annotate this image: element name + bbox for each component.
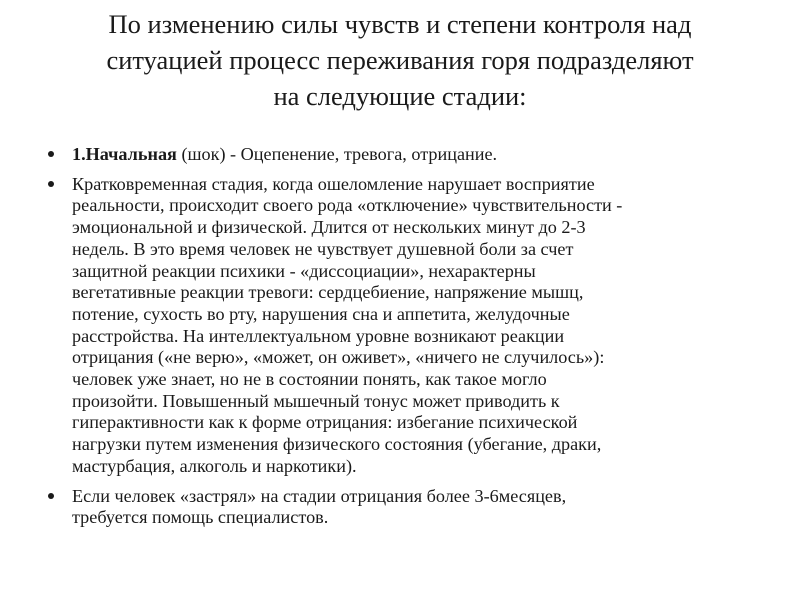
text-line: Если человек «застрял» на стадии отрицания более 3-6месяцев, bbox=[72, 485, 567, 506]
stage-name: 1.Начальная bbox=[72, 144, 177, 164]
text-line: защитной реакции психики - «диссоциации», нехарактерны bbox=[72, 260, 536, 281]
text-line: реальности, происходит своего рода «отключение» чувствительности - bbox=[72, 195, 623, 216]
bullet-item-initial-stage bbox=[46, 144, 756, 166]
text-line: требуется помощь специалистов. bbox=[72, 507, 329, 528]
bullet-dot-icon bbox=[48, 151, 54, 157]
bullet-text bbox=[72, 144, 756, 166]
text-line: гиперактивности как к форме отрицания: избегание психической bbox=[72, 412, 578, 433]
bullet-list bbox=[46, 144, 756, 537]
slide-title bbox=[30, 6, 770, 114]
text-line: отрицания («не верю», «может, он оживет», «ничего не случилось»): bbox=[72, 347, 605, 368]
title-line: ситуацией процесс переживания горя подразделяют bbox=[106, 45, 694, 75]
text-line: эмоциональной и физической. Длится от нескольких минут до 2-3 bbox=[72, 217, 586, 238]
text-line: вегетативные реакции тревоги: сердцебиение, напряжение мышц, bbox=[72, 282, 584, 303]
text-line: нагрузки путем изменения физического состояния (убегание, драки, bbox=[72, 434, 602, 455]
text-line: расстройства. На интеллектуальном уровне возникают реакции bbox=[72, 325, 565, 346]
text-line: произойти. Повышенный мышечный тонус может приводить к bbox=[72, 390, 560, 411]
title-line: По изменению силы чувств и степени контроля над bbox=[108, 9, 692, 39]
bullet-dot-icon bbox=[48, 181, 54, 187]
text-line: потение, сухость во рту, нарушения сна и аппетита, желудочные bbox=[72, 303, 570, 324]
title-line: на следующие стадии: bbox=[273, 81, 527, 111]
bullet-item-description bbox=[46, 174, 756, 478]
text-line: Кратковременная стадия, когда ошеломление нарушает восприятие bbox=[72, 173, 595, 194]
stage-description: (шок) - Оцепенение, тревога, отрицание. bbox=[176, 144, 498, 164]
bullet-item-specialist-help bbox=[46, 486, 756, 529]
bullet-dot-icon bbox=[48, 493, 54, 499]
text-line: недель. В это время человек не чувствует душевной боли за счет bbox=[72, 238, 574, 259]
text-line: человек уже знает, но не в состоянии понять, как такое могло bbox=[72, 369, 547, 390]
text-line: мастурбация, алкоголь и наркотики). bbox=[72, 455, 357, 476]
